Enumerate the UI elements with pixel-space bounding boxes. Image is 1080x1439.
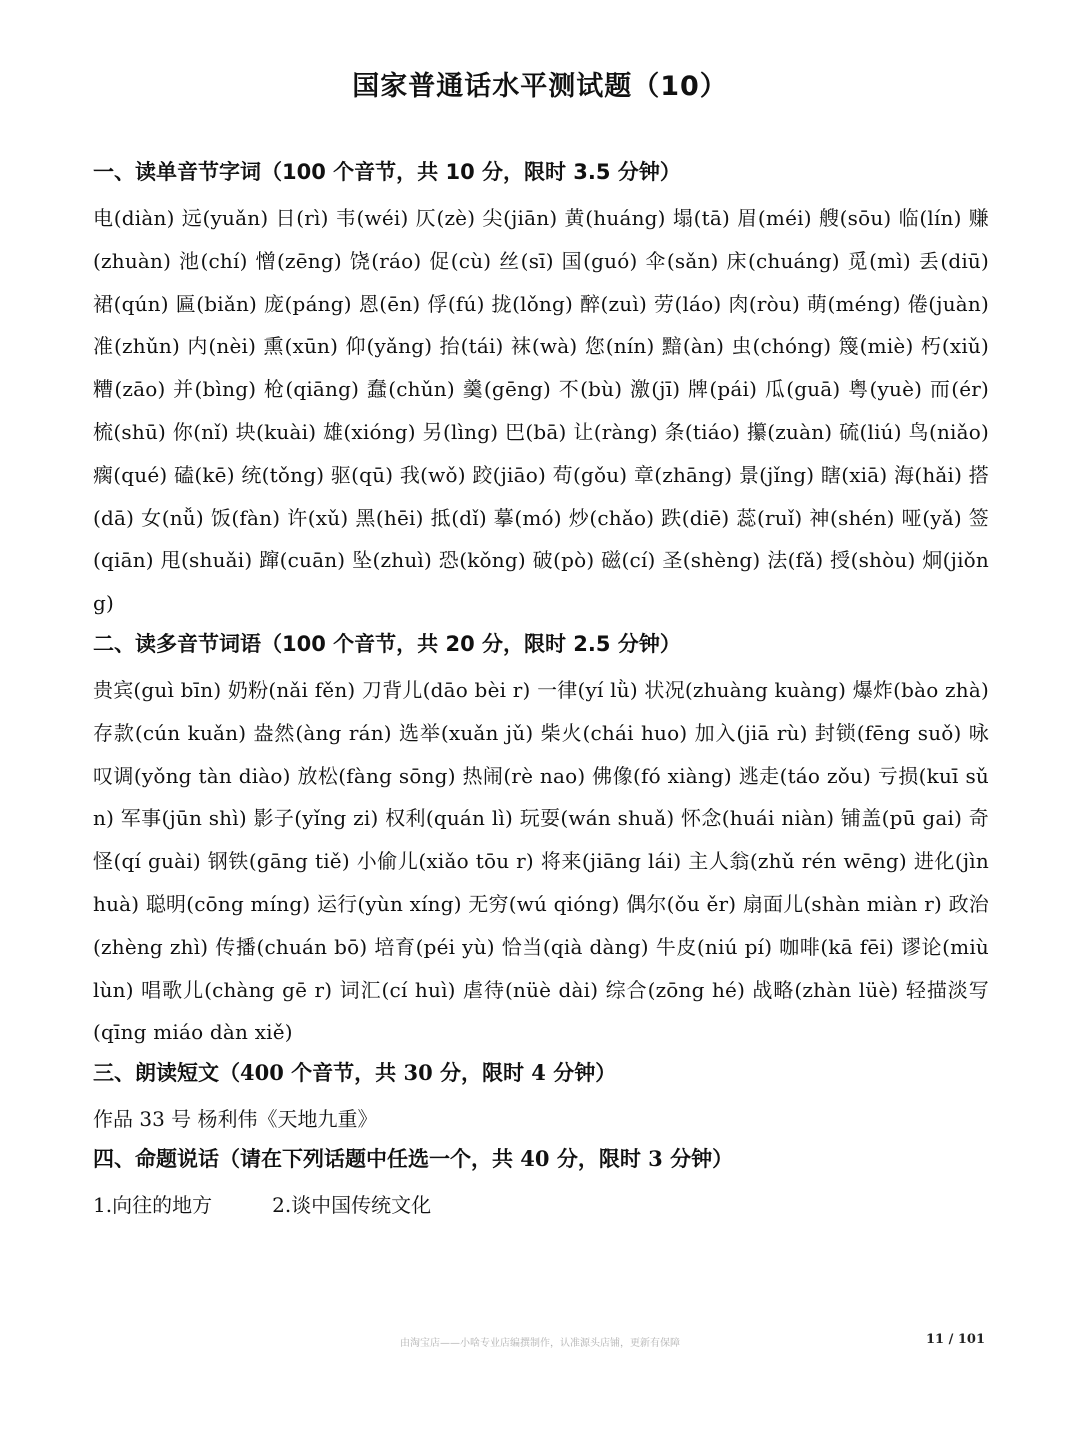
section1-heading: 一、读单音节字词（100 个音节，共 10 分，限时 3.5 分钟） bbox=[93, 160, 681, 184]
section2-words: 贵宾(guì bīn) 奶粉(nǎi fěn) 刀背儿(dāo bèi r) 一律(yí lǜ) 状况(zhuàng kuàng) 爆炸(bào zhà) 存款(cún kuǎn) 盎然(àng rán) 选举(xuǎn jǔ) 柴火(chái huo) 加入(jiā rù) 封锁(fēng suǒ) 咏叹调(yǒng tàn diào) 放松(fàng sōng) 热闹(rè nao) 佛像(fó xiàng) 逃走(táo zǒu) 亏损(kuī sǔn) 军事(jūn shì) 影子(yǐng zi) 权利(quán lì) 玩耍(wán shuǎ) 怀念(huái niàn) 铺盖(pū gai) 奇怪(qí guài) 钢铁(gāng tiě) 小偷儿(xiǎo tōu r) 将来(jiāng lái) 主人翁(zhǔ rén wēng) 进化(jìn huà) 聪明(cōng míng) 运行(yùn xíng) 无穷(wú qióng) 偶尔(ǒu ěr) 扇面儿(shàn miàn r) 政治(zhèng zhì) 传播(chuán bō) 培育(péi yù) 恰当(qià dàng) 牛皮(niú pí) 咖啡(kā fēi) 谬论(miù lùn) 唱歌儿(chàng gē r) 词汇(cí huì) 虐待(nüè dài) 综合(zōng hé) 战略(zhàn lüè) 轻描淡写(qīng miáo dàn xiě) bbox=[93, 677, 989, 1045]
page-title: 国家普通话水平测试题（10） bbox=[352, 71, 728, 102]
topic-1: 1.向往的地方 bbox=[93, 1193, 213, 1218]
section1-syllables: 电(diàn) 远(yuǎn) 日(rì) 韦(wéi) 仄(zè) 尖(jiān) 黄(huáng) 塌(tā) 眉(méi) 艘(sōu) 临(lín) 赚(zhuàn) 池(chí) 憎(zēng) 饶(ráo) 促(cù) 丝(sī) 国(guó) 伞(sǎn) 床(chuáng) 觅(mì) 丢(diū) 裙(qún) 匾(biǎn) 庞(páng) 恩(ēn) 俘(fú) 拢(lǒng) 醉(zuì) 劳(láo) 肉(ròu) 萌(méng) 倦(juàn) 准(zhǔn) 内(nèi) 熏(xūn) 仰(yǎng) 抬(tái) 袜(wà) 您(nín) 黯(àn) 虫(chóng) 篾(miè) 朽(xiǔ) 糟(zāo) 并(bìng) 枪(qiāng) 蠢(chǔn) 羹(gēng) 不(bù) 激(jī) 牌(pái) 瓜(guā) 粤(yuè) 而(ér) 梳(shū) 你(nǐ) 块(kuài) 雄(xióng) 另(lìng) 巴(bā) 让(ràng) 条(tiáo) 攥(zuàn) 硫(liú) 鸟(niǎo) 瘸(qué) 磕(kē) 统(tǒng) 驱(qū) 我(wǒ) 跤(jiāo) 苟(gǒu) 章(zhāng) 景(jǐng) 瞎(xiā) 海(hǎi) 搭(dā) 女(nǚ) 饭(fàn) 许(xǔ) 黑(hēi) 抵(dǐ) 摹(mó) 炒(chǎo) 跌(diē) 蕊(ruǐ) 神(shén) 哑(yǎ) 签(qiān) 甩(shuǎi) 蹿(cuān) 坠(zhuì) 恐(kǒng) 破(pò) 磁(cí) 圣(shèng) 法(fǎ) 授(shòu) 炯(jiǒng) bbox=[93, 206, 989, 616]
section2-heading: 二、读多音节词语（100 个音节，共 20 分，限时 2.5 分钟） bbox=[93, 631, 681, 656]
section3-passage: 作品 33 号 杨利伟《天地九重》 bbox=[93, 1107, 378, 1132]
topic-2: 2.谈中国传统文化 bbox=[272, 1193, 432, 1218]
section4-heading: 四、命题说话（请在下列话题中任选一个，共 40 分，限时 3 分钟） bbox=[93, 1146, 734, 1172]
section3-heading: 三、朗读短文（400 个音节，共 30 分，限时 4 分钟） bbox=[93, 1060, 617, 1086]
section4-topics bbox=[93, 1184, 989, 1226]
document-body bbox=[93, 157, 989, 1226]
page-number: 11 / 101 bbox=[925, 1332, 985, 1347]
footer-note: 由淘宝店——小啥专业店编撰制作，认准源头店铺，更新有保障 bbox=[400, 1338, 680, 1349]
page-footer bbox=[0, 1334, 1080, 1350]
